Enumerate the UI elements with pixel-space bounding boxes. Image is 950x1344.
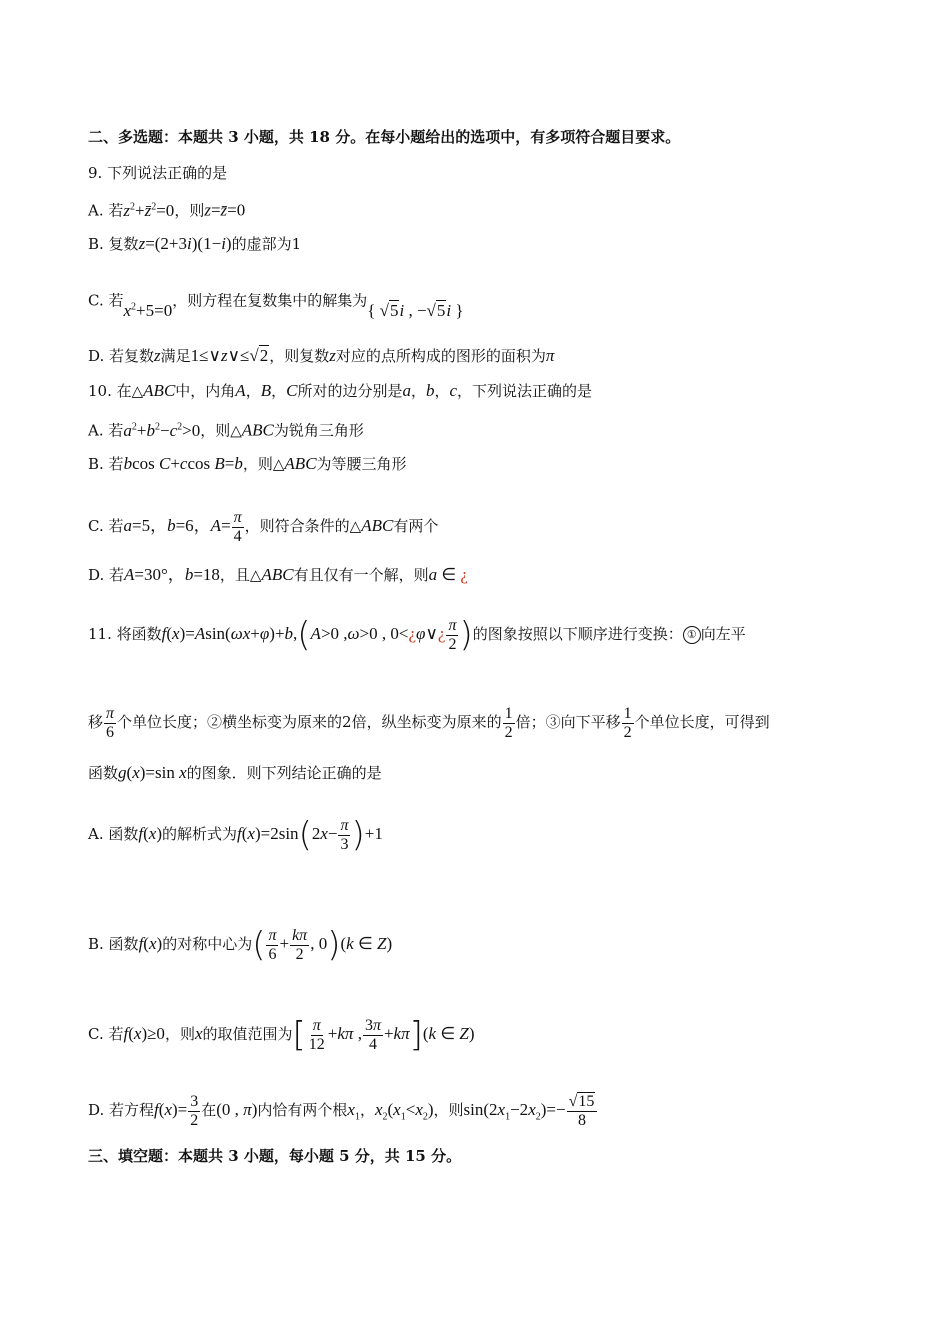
section-2-heading: 二、多选题：本题共 3 小题，共 18 分。在每小题给出的选项中，有多项符合题目要求。 xyxy=(88,128,681,146)
q11-option-a: A. 函数f(x)的解析式为f(x)=2sin(2x− $\frac{\pi}{3}$ )+1 xyxy=(88,815,383,855)
q11-stem: 11. 将函数f(x)=Asin(ωx+φ)+b,(A>0 ,ω>0 , 0<¿φ∨¿ $\frac{\pi}{2}$ )的图象按照以下顺序进行变换： ① 向左平 xyxy=(88,615,746,655)
q11-option-d: D. 若方程f(x)= $\frac{3}{2}$ 在(0 , π)内恰有两个根$x_1$，$x_2(x_1<x_2)$，则$\sin(2x_1-2x_2)=-$ $\frac{√15}{8}$ xyxy=(88,1088,598,1139)
q11-line2: 移 $\frac{\pi}{6}$ 个单位长度；②横坐标变为原来的2倍，纵坐标变为原来的 $\frac{1}{2}$ 倍；③向下平移 $\frac{1}{2}$ 个单位长度，可得到 xyxy=(88,704,770,741)
q11-option-b: B. 函数f(x)的对称中心为( $\frac{\pi}{6}$ + $\frac{k\pi}{2}$ , 0)(k ∈ Z) xyxy=(88,925,393,965)
q10-option-c: C. 若a=5，b=6，A= $\frac{\pi}{4}$ ，则符合条件的△ABC有两个 xyxy=(88,508,439,545)
q10-option-d: D. 若A=30°，b=18，且△ABC有且仅有一个解，则a ∈ ¿ xyxy=(88,565,468,584)
q10-option-b: B. 若bcos C+ccos B=b，则△ABC为等腰三角形 xyxy=(88,454,407,473)
q11-option-c: C. 若f(x)≥0，则x的取值范围为[ $\frac{\pi}{12}$ +kπ , $\frac{3\pi}{4}$ +kπ](k ∈ Z) xyxy=(88,1015,475,1055)
q9-stem: 9. 下列说法正确的是 xyxy=(88,164,228,182)
q10-stem: 10. 在△ABC中，内角A，B，C所对的边分别是a，b，c，下列说法正确的是 xyxy=(88,381,593,400)
q9-option-c: C. 若$x^2+5=0$，则方程在复数集中的解集为{ √5i , −√5i } xyxy=(88,291,464,320)
section-3-heading: 三、填空题：本题共 3 小题，每小题 5 分，共 15 分。 xyxy=(88,1147,462,1165)
q10-option-a: A. 若$a^2+b^2-c^2>0$，则△ABC为锐角三角形 xyxy=(88,420,364,440)
q11-line3: 函数g(x)=sin x的图象．则下列结论正确的是 xyxy=(88,763,382,782)
q9-option-d: D. 若复数z满足1≤∨z∨≤√2，则复数z对应的点所构成的图形的面积为π xyxy=(88,346,555,365)
q9-option-a: A. 若$z^2+z̄^2=0$，则z=z̄=0 xyxy=(88,200,246,220)
q9-option-b: B. 复数z=(2+3i)(1−i)的虚部为1 xyxy=(88,234,302,253)
